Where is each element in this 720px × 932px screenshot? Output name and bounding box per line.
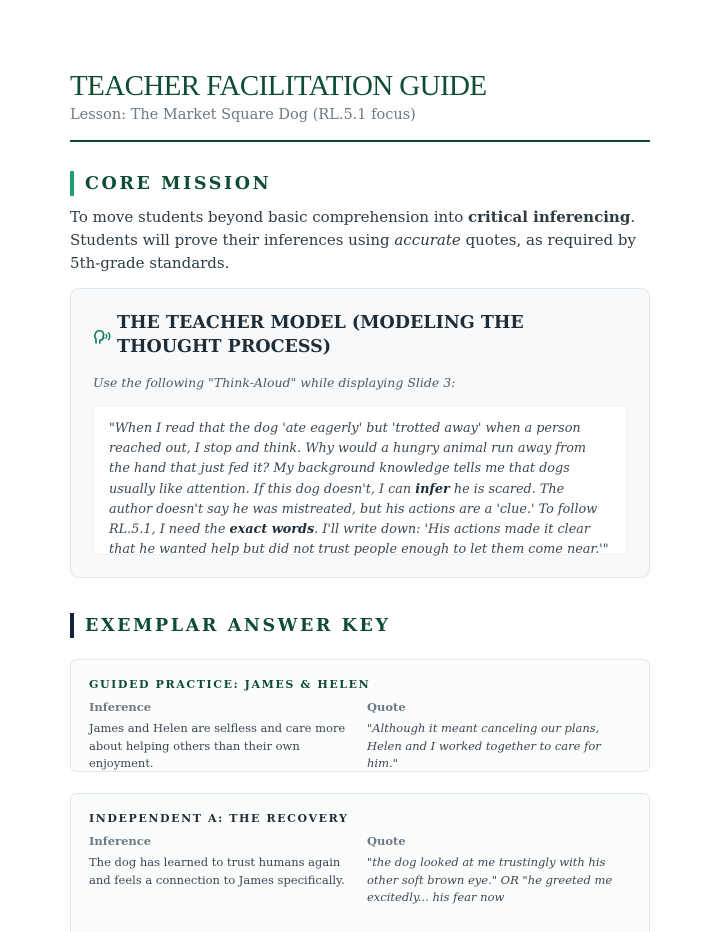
mission-text-part: quotes, as required by 5th-grade standards. [70, 231, 637, 272]
quote-text-part: . I'll write down: 'His actions made it clear that he wanted help but did not trust people enough to let them come near.'" [109, 522, 609, 558]
lesson-subtitle: Lesson: The Market Square Dog (RL.5.1 focus) [70, 107, 416, 123]
core-mission-title: CORE MISSION [85, 173, 272, 194]
quote-emphasis: exact words [229, 522, 315, 538]
inference-heading: Inference [89, 834, 152, 848]
teacher-model-title: THE TEACHER MODEL (MODELING THE THOUGHT PROCESS) [117, 313, 524, 357]
core-mission-heading [70, 171, 271, 196]
answer-key-title: EXEMPLAR ANSWER KEY [85, 615, 391, 636]
page-title: TEACHER FACILITATION GUIDE [70, 70, 487, 102]
core-mission-text [70, 206, 650, 275]
inference-text: James and Helen are selfless and care more about helping others than their own enjoyment. [89, 721, 346, 770]
quote-heading: Quote [367, 834, 406, 848]
title-divider [70, 140, 650, 142]
mission-text-part: To move students beyond basic comprehension into [70, 208, 468, 226]
answer-card-independent-a [70, 793, 650, 932]
mission-text-part: . Students will prove their inferences using [70, 208, 636, 249]
inference-text: The dog has learned to trust humans again and feels a connection to James specifically. [89, 855, 345, 887]
teacher-model-card [70, 288, 650, 578]
mission-emphasis: critical inferencing [468, 208, 631, 226]
think-aloud-quote [93, 405, 627, 558]
inference-heading: Inference [89, 700, 152, 714]
quote-emphasis: infer [415, 481, 450, 497]
quote-text: "Although it meant canceling our plans, Helen and I worked together to care for him." [367, 721, 601, 770]
answer-card-guided-practice [70, 659, 650, 772]
quote-text: "the dog looked at me trustingly with his other soft brown eye." OR "he greeted me excitedly... his fear now [367, 855, 613, 904]
answer-key-heading [70, 613, 391, 638]
answer-key-accent-bar [70, 613, 74, 638]
quote-text-part: "When I read that the dog 'ate eagerly' but 'trotted away' when a person reached out, I stop and think. Why would a hungry animal run away from the hand that just fed it? My background knowledge tells me that dogs usually like attention. If this dog doesn't, I can [109, 421, 587, 497]
core-mission-accent-bar [70, 171, 74, 196]
card-label: INDEPENDENT A: THE RECOVERY [89, 812, 349, 825]
quote-heading: Quote [367, 700, 406, 714]
mission-italic: accurate [394, 231, 461, 249]
speaking-head-icon [93, 327, 113, 345]
card-label: GUIDED PRACTICE: JAMES & HELEN [89, 678, 371, 691]
think-aloud-instruction: Use the following "Think-Aloud" while displaying Slide 3: [93, 375, 456, 390]
quote-text-part: he is scared. The author doesn't say he was mistreated, but his actions are a 'clue.' To follow RL.5.1, I need the [109, 481, 598, 538]
